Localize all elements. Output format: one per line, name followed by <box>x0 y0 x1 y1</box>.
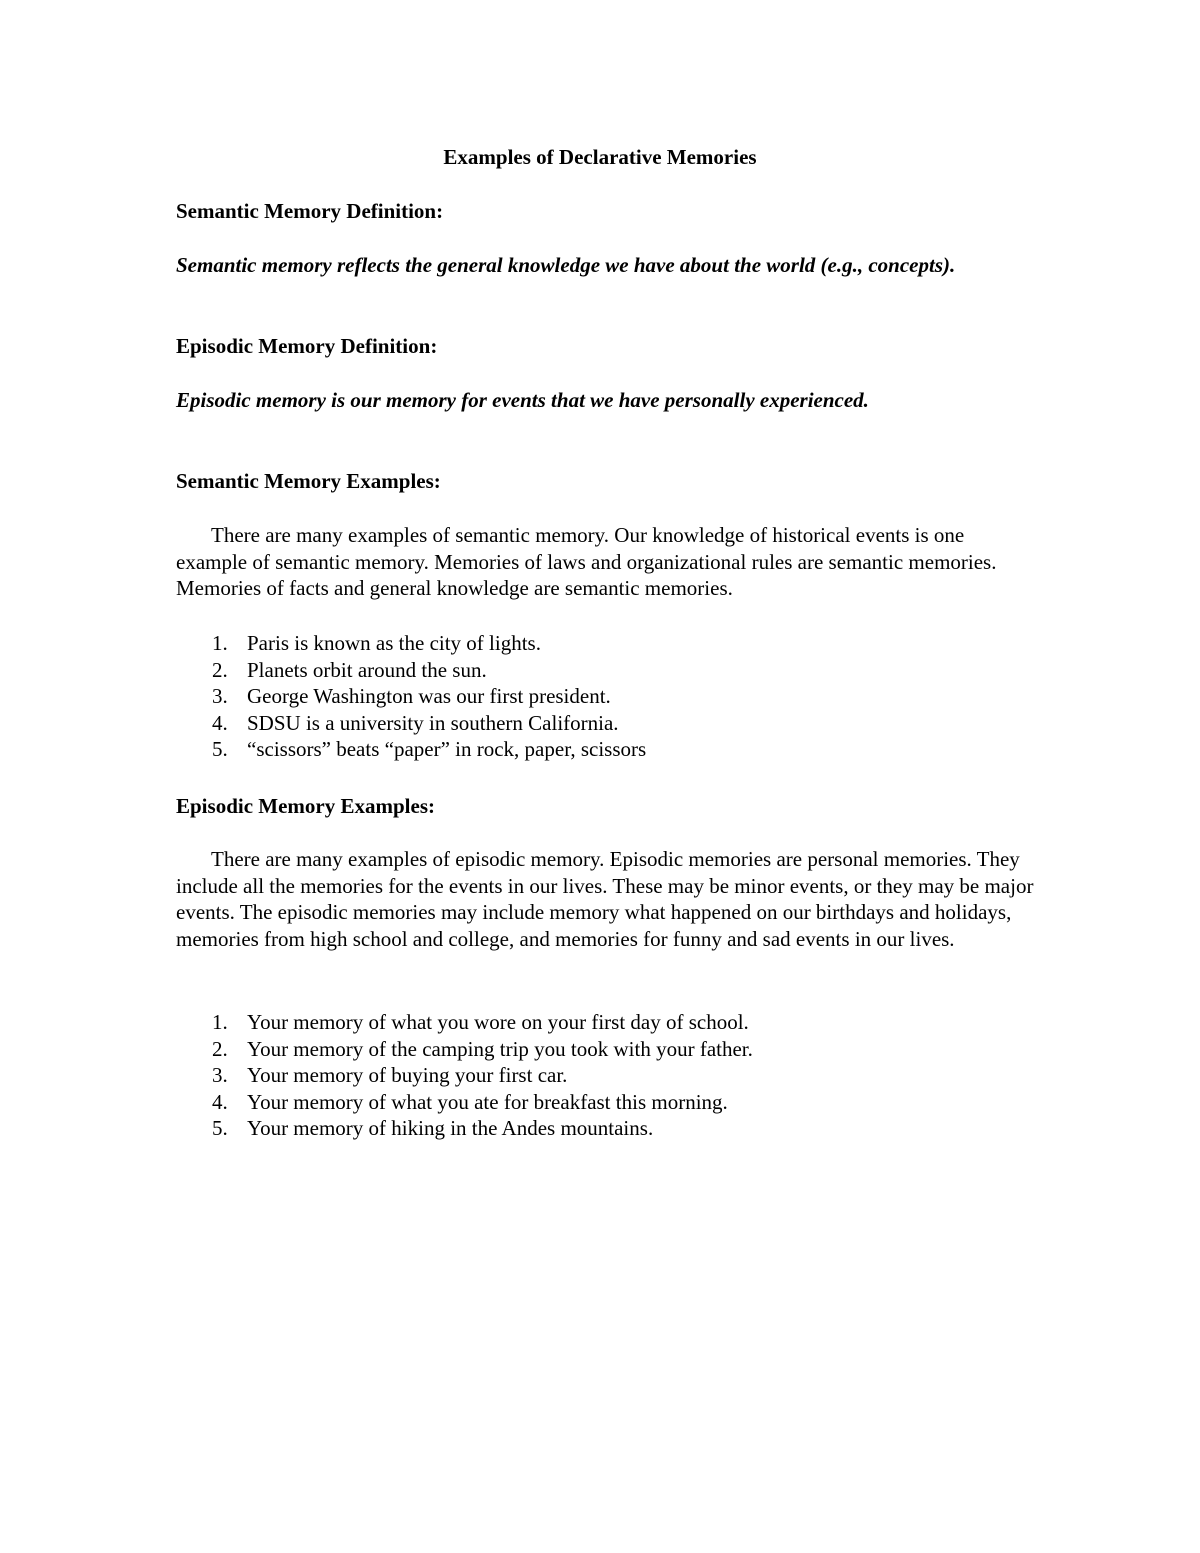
episodic-examples-paragraph: There are many examples of episodic memory. Episodic memories are personal memories. They include all the memories for the events in our lives. These may be minor events, or they may be major events. The episodic memories may include memory what happened on our birthdays and holidays, memories from high school and college, and memories for funny and sad events in our lives. <box>176 847 1034 951</box>
list-item-number: 3. <box>212 684 228 709</box>
semantic-definition-heading: Semantic Memory Definition: <box>176 199 444 223</box>
list-item-text: Paris is known as the city of lights. <box>247 631 541 655</box>
list-item-number: 3. <box>212 1063 228 1088</box>
list-item-text: George Washington was our first president. <box>247 684 611 709</box>
semantic-examples-paragraph: There are many examples of semantic memory. Our knowledge of historical events is one example of semantic memory. Memories of laws and organizational rules are semantic memories. Memories of facts and general knowledge are semantic memories. <box>176 523 997 601</box>
list-item-text: Your memory of what you wore on your first day of school. <box>247 1010 749 1034</box>
list-item-text: “scissors” beats “paper” in rock, paper, scissors <box>247 737 647 762</box>
list-item-number: 5. <box>212 1116 228 1141</box>
list-item-text: Your memory of what you ate for breakfast this morning. <box>247 1089 728 1114</box>
list-item-number: 1. <box>212 631 228 655</box>
list-item-text: Planets orbit around the sun. <box>247 657 487 682</box>
list-item-number: 2. <box>212 657 228 682</box>
list-item-text: Your memory of hiking in the Andes mountains. <box>247 1116 654 1141</box>
semantic-examples-heading: Semantic Memory Examples: <box>176 469 441 493</box>
list-item-number: 4. <box>212 1089 228 1114</box>
semantic-definition-text: Semantic memory reflects the general knowledge we have about the world (e.g., concepts). <box>176 253 956 277</box>
list-item-number: 4. <box>212 710 228 735</box>
list-item-number: 2. <box>212 1036 228 1061</box>
list-item-number: 1. <box>212 1010 228 1034</box>
list-item-number: 5. <box>212 737 228 762</box>
list-item-text: Your memory of the camping trip you took with your father. <box>247 1036 753 1061</box>
episodic-definition-heading: Episodic Memory Definition: <box>176 334 438 358</box>
episodic-examples-heading: Episodic Memory Examples: <box>176 794 435 818</box>
episodic-definition-text: Episodic memory is our memory for events that we have personally experienced. <box>176 388 869 412</box>
list-item-text: Your memory of buying your first car. <box>247 1063 568 1088</box>
list-item-text: SDSU is a university in southern California. <box>247 710 619 735</box>
document-title: Examples of Declarative Memories <box>443 145 757 169</box>
